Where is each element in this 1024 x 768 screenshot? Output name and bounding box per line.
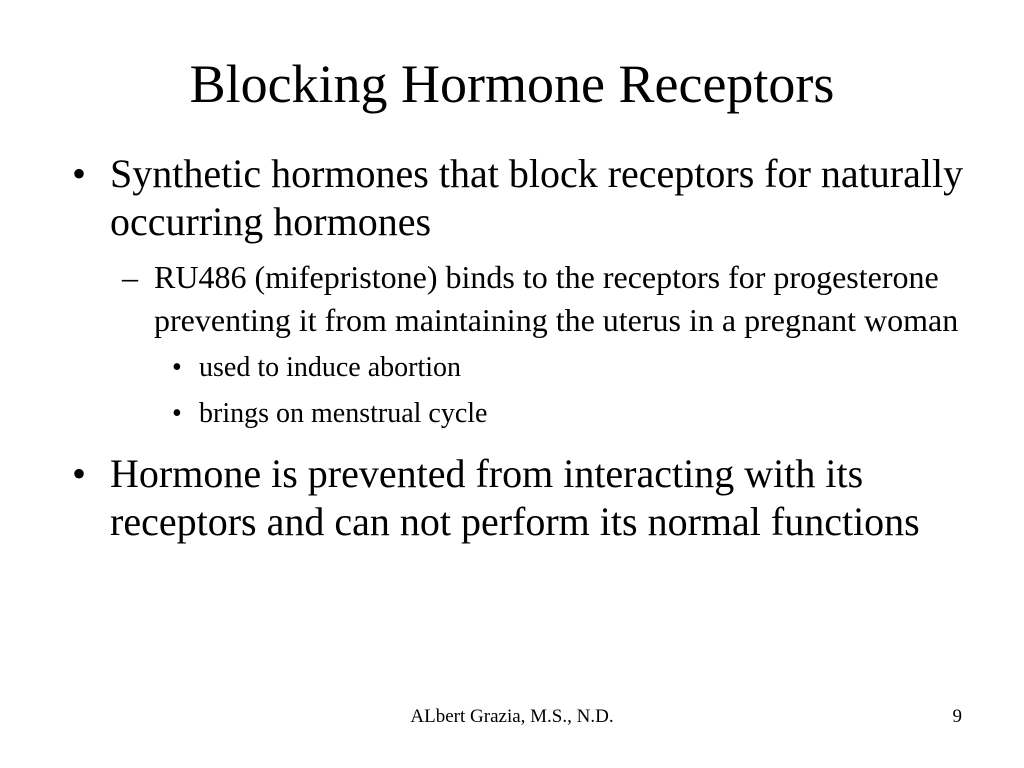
bullet-list — [0, 150, 1024, 560]
bullet-marker: • — [172, 352, 182, 383]
page-number: 9 — [952, 706, 962, 727]
slide-title: Blocking Hormone Receptors — [189, 54, 835, 114]
sub-sub-bullet-text: used to induce abortion — [199, 352, 462, 383]
bullet-item — [0, 450, 1024, 546]
dash-marker: – — [122, 259, 138, 295]
sub-sub-bullet-item — [0, 396, 1024, 432]
sub-sub-bullet-item — [0, 350, 1024, 386]
bullet-marker: • — [172, 398, 182, 429]
bullet-item — [0, 150, 1024, 246]
sub-bullet-item — [0, 256, 1024, 342]
bullet-text: Synthetic hormones that block receptors for naturally occurring hormones — [110, 151, 964, 244]
footer-author: ALbert Grazia, M.S., N.D. — [410, 706, 614, 727]
sub-bullet-text: RU486 (mifepristone) binds to the receptors for progesterone preventing it from maintaining the uterus in a pregnant woman — [154, 259, 959, 338]
bullet-marker: • — [72, 451, 87, 496]
sub-sub-bullet-text: brings on menstrual cycle — [199, 398, 488, 429]
bullet-text: Hormone is prevented from interacting with its receptors and can not perform its normal functions — [110, 451, 920, 544]
bullet-marker: • — [72, 151, 87, 196]
